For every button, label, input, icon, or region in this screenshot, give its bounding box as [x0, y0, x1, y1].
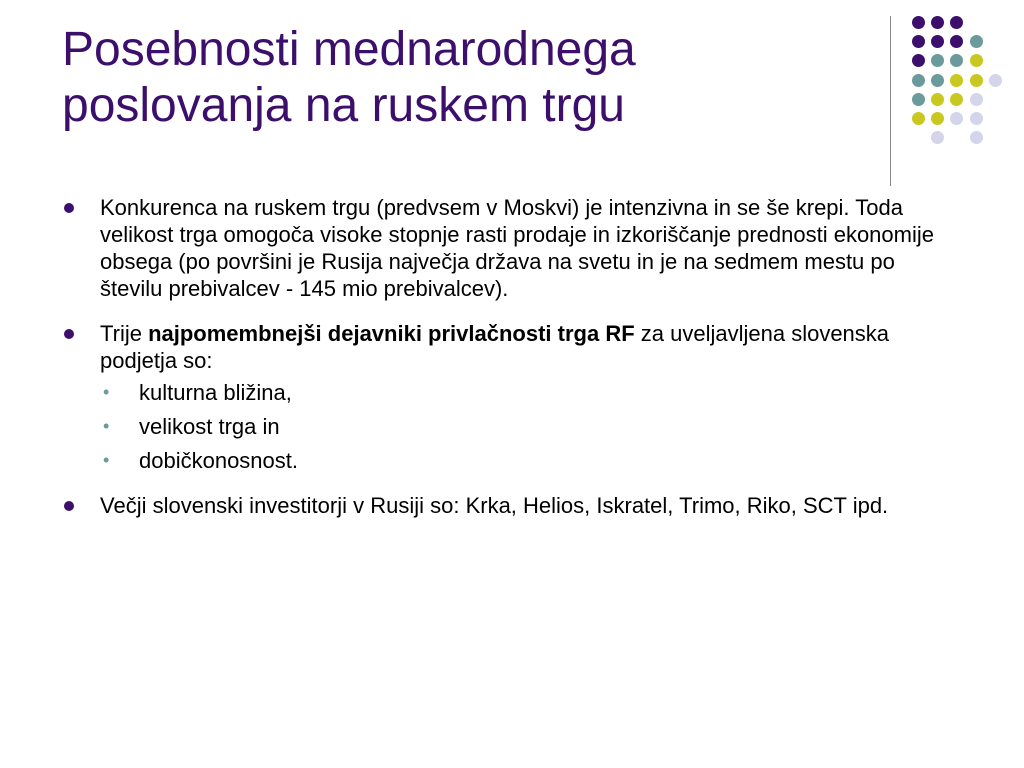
dot-grid-dot — [931, 93, 944, 106]
dot-grid-dot — [970, 35, 983, 48]
slide-title-line-1: Posebnosti mednarodnega — [62, 23, 636, 76]
dot-grid-dot — [931, 74, 944, 87]
bullet-text-before: Trije — [100, 321, 149, 346]
dot-grid-dot — [912, 74, 925, 87]
dot-grid-dot — [912, 93, 925, 106]
dot-grid-dot — [970, 93, 983, 106]
bullet-item-competition — [62, 194, 962, 302]
dot-grid-dot — [970, 112, 983, 125]
dot-grid-dot — [931, 16, 944, 29]
dot-grid-dot — [931, 35, 944, 48]
bullet-dot-icon — [64, 501, 74, 511]
dot-grid-dot — [950, 93, 963, 106]
sub-bullet-dot-icon: • — [103, 382, 110, 402]
dot-grid-dot — [931, 54, 944, 67]
sub-bullet-dot-icon: • — [103, 416, 110, 436]
dot-grid-dot — [931, 131, 944, 144]
dot-grid-dot — [950, 112, 963, 125]
dot-grid-dot — [989, 74, 1002, 87]
dot-grid-dot — [912, 112, 925, 125]
dot-grid-dot — [931, 112, 944, 125]
bullet-text: Večji slovenski investitorji v Rusiji so: Krka, Helios, Iskratel, Trimo, Riko, SCT ipd. — [100, 493, 889, 518]
dot-grid-dot — [970, 54, 983, 67]
dot-grid-dot — [950, 54, 963, 67]
sub-bullet-text: velikost trga in — [139, 414, 280, 439]
dot-grid-icon — [0, 0, 1024, 200]
dot-grid-dot — [950, 16, 963, 29]
sub-bullet-list — [100, 379, 962, 474]
slide-body — [62, 194, 962, 537]
sub-bullet-item — [100, 413, 962, 440]
bullet-dot-icon — [64, 329, 74, 339]
bullet-item-attractiveness-factors — [62, 320, 962, 474]
sub-bullet-text: dobičkonosnost. — [139, 448, 298, 473]
dot-grid-dot — [970, 74, 983, 87]
sub-bullet-text: kulturna bližina, — [139, 380, 292, 405]
bullet-dot-icon — [64, 203, 74, 213]
sub-bullet-item — [100, 447, 962, 474]
dot-grid-dot — [912, 54, 925, 67]
dot-grid-dot — [950, 35, 963, 48]
dot-grid-dot — [950, 74, 963, 87]
slide-title-line-2: poslovanja na ruskem trgu — [62, 79, 625, 132]
sub-bullet-dot-icon: • — [103, 450, 110, 470]
sub-bullet-item — [100, 379, 962, 406]
bullet-text-bold: najpomembnejši dejavniki privlačnosti trga RF — [148, 321, 635, 346]
dot-grid-dot — [912, 16, 925, 29]
dot-grid-dot — [912, 35, 925, 48]
bullet-item-investors — [62, 492, 962, 519]
bullet-text: Konkurenca na ruskem trgu (predvsem v Moskvi) je intenzivna in se še krepi. Toda velikost trga omogoča visoke stopnje rasti prodaje in izkoriščanje prednosti ekonomije obsega (po površini je Rusija največja država na svetu in je na sedmem mestu po številu prebivalcev - 145 mio prebivalcev). — [100, 195, 934, 301]
dot-grid-dot — [970, 131, 983, 144]
bullet-text-after: za uveljavljena slovenska podjetja so: — [100, 321, 890, 373]
